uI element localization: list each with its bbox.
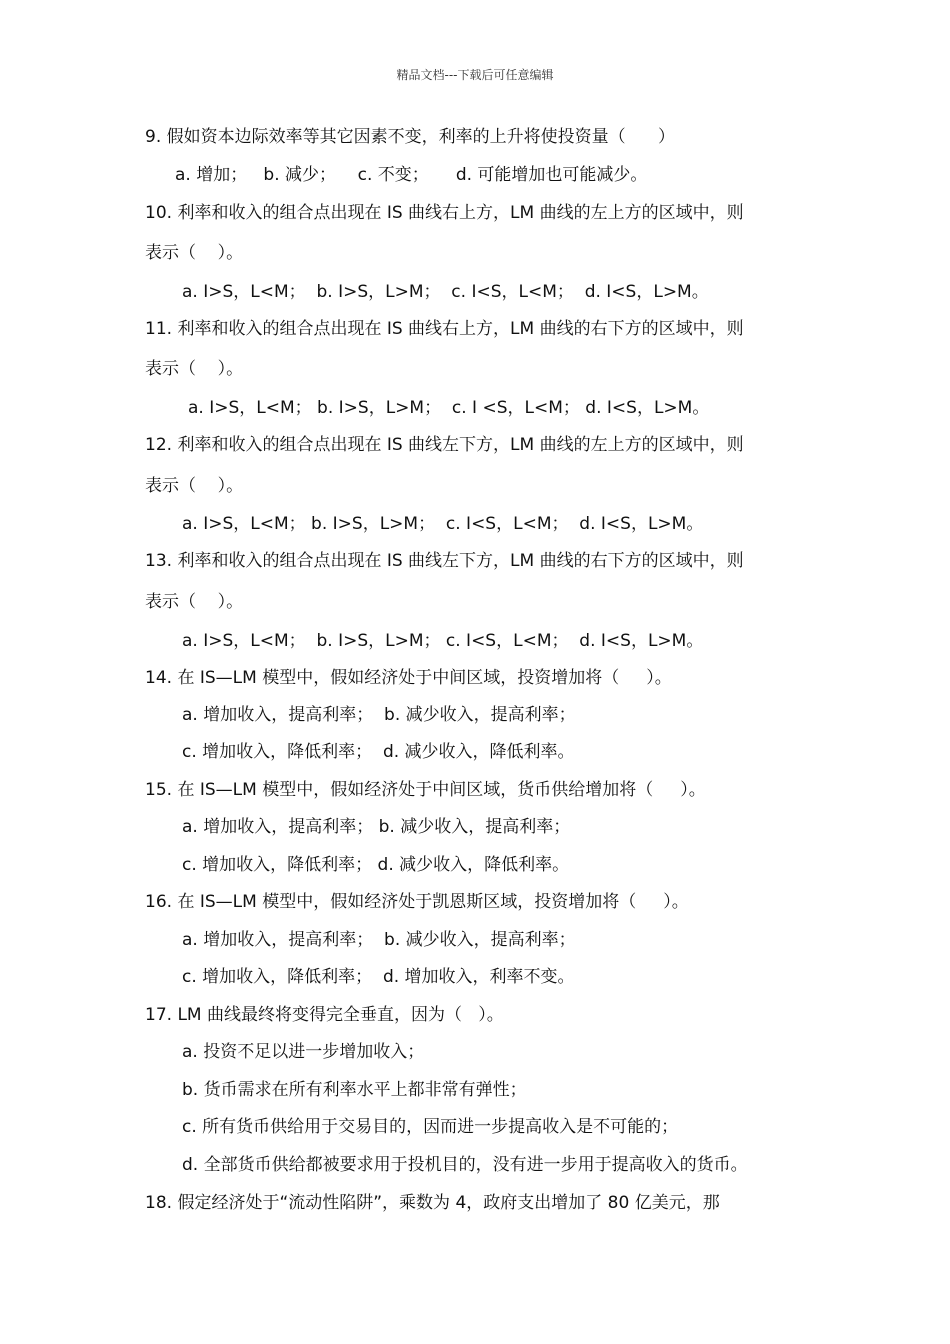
q17-option-c: c. 所有货币供给用于交易目的，因而进一步提高收入是不可能的； [182,1117,679,1137]
q14-stem: 14. 在 IS—LM 模型中，假如经济处于中间区域，投资增加将（ ）。 [145,668,672,688]
q17-option-b: b. 货币需求在所有利率水平上都非常有弹性； [182,1080,527,1100]
q16-stem: 16. 在 IS—LM 模型中，假如经济处于凯恩斯区域，投资增加将（ ）。 [145,892,689,912]
q12-stem-cont: 表示（ ）。 [145,476,244,496]
q9-options: a. 增加； b. 减少； c. 不变； d. 可能增加也可能减少。 [175,165,648,185]
q10-options: a. I>S，L<M； b. I>S，L>M； c. I<S，L<M； d. I<S，L>M。 [182,282,709,302]
q9-stem: 9. 假如资本边际效率等其它因素不变，利率的上升将使投资量（ ） [145,127,676,147]
q16-options-cd: c. 增加收入，降低利率； d. 增加收入，利率不变。 [182,967,575,987]
q10-stem: 10. 利率和收入的组合点出现在 IS 曲线右上方，LM 曲线的左上方的区域中，则 [145,203,744,223]
q11-options: a. I>S，L<M； b. I>S，L>M； c. I <S，L<M； d. I<S，L>M。 [188,398,710,418]
q12-options: a. I>S，L<M； b. I>S，L>M； c. I<S，L<M； d. I<S，L>M。 [182,514,704,534]
q16-options-ab: a. 增加收入，提高利率； b. 减少收入，提高利率； [182,930,576,950]
q14-options-ab: a. 增加收入，提高利率； b. 减少收入，提高利率； [182,705,576,725]
q11-stem: 11. 利率和收入的组合点出现在 IS 曲线右上方，LM 曲线的右下方的区域中，则 [145,319,744,339]
page-header: 精品文档---下载后可任意编辑 [396,68,554,82]
q17-stem: 17. LM 曲线最终将变得完全垂直，因为（ ）。 [145,1005,504,1025]
q13-options: a. I>S，L<M； b. I>S，L>M； c. I<S，L<M； d. I<S，L>M。 [182,631,704,651]
q13-stem: 13. 利率和收入的组合点出现在 IS 曲线左下方，LM 曲线的右下方的区域中，则 [145,551,744,571]
q15-stem: 15. 在 IS—LM 模型中，假如经济处于中间区域，货币供给增加将（ ）。 [145,780,706,800]
q11-stem-cont: 表示（ ）。 [145,359,244,379]
q13-stem-cont: 表示（ ）。 [145,592,244,612]
q10-stem-cont: 表示（ ）。 [145,243,244,263]
q15-options-cd: c. 增加收入，降低利率； d. 减少收入，降低利率。 [182,855,570,875]
q17-option-a: a. 投资不足以进一步增加收入； [182,1042,425,1062]
q14-options-cd: c. 增加收入，降低利率； d. 减少收入，降低利率。 [182,742,575,762]
q17-option-d: d. 全部货币供给都被要求用于投机目的，没有进一步用于提高收入的货币。 [182,1155,748,1175]
q12-stem: 12. 利率和收入的组合点出现在 IS 曲线左下方，LM 曲线的左上方的区域中，则 [145,435,744,455]
q18-stem: 18. 假定经济处于“流动性陷阱”，乘数为 4，政府支出增加了 80 亿美元，那 [145,1193,720,1213]
q15-options-ab: a. 增加收入，提高利率； b. 减少收入，提高利率； [182,817,571,837]
